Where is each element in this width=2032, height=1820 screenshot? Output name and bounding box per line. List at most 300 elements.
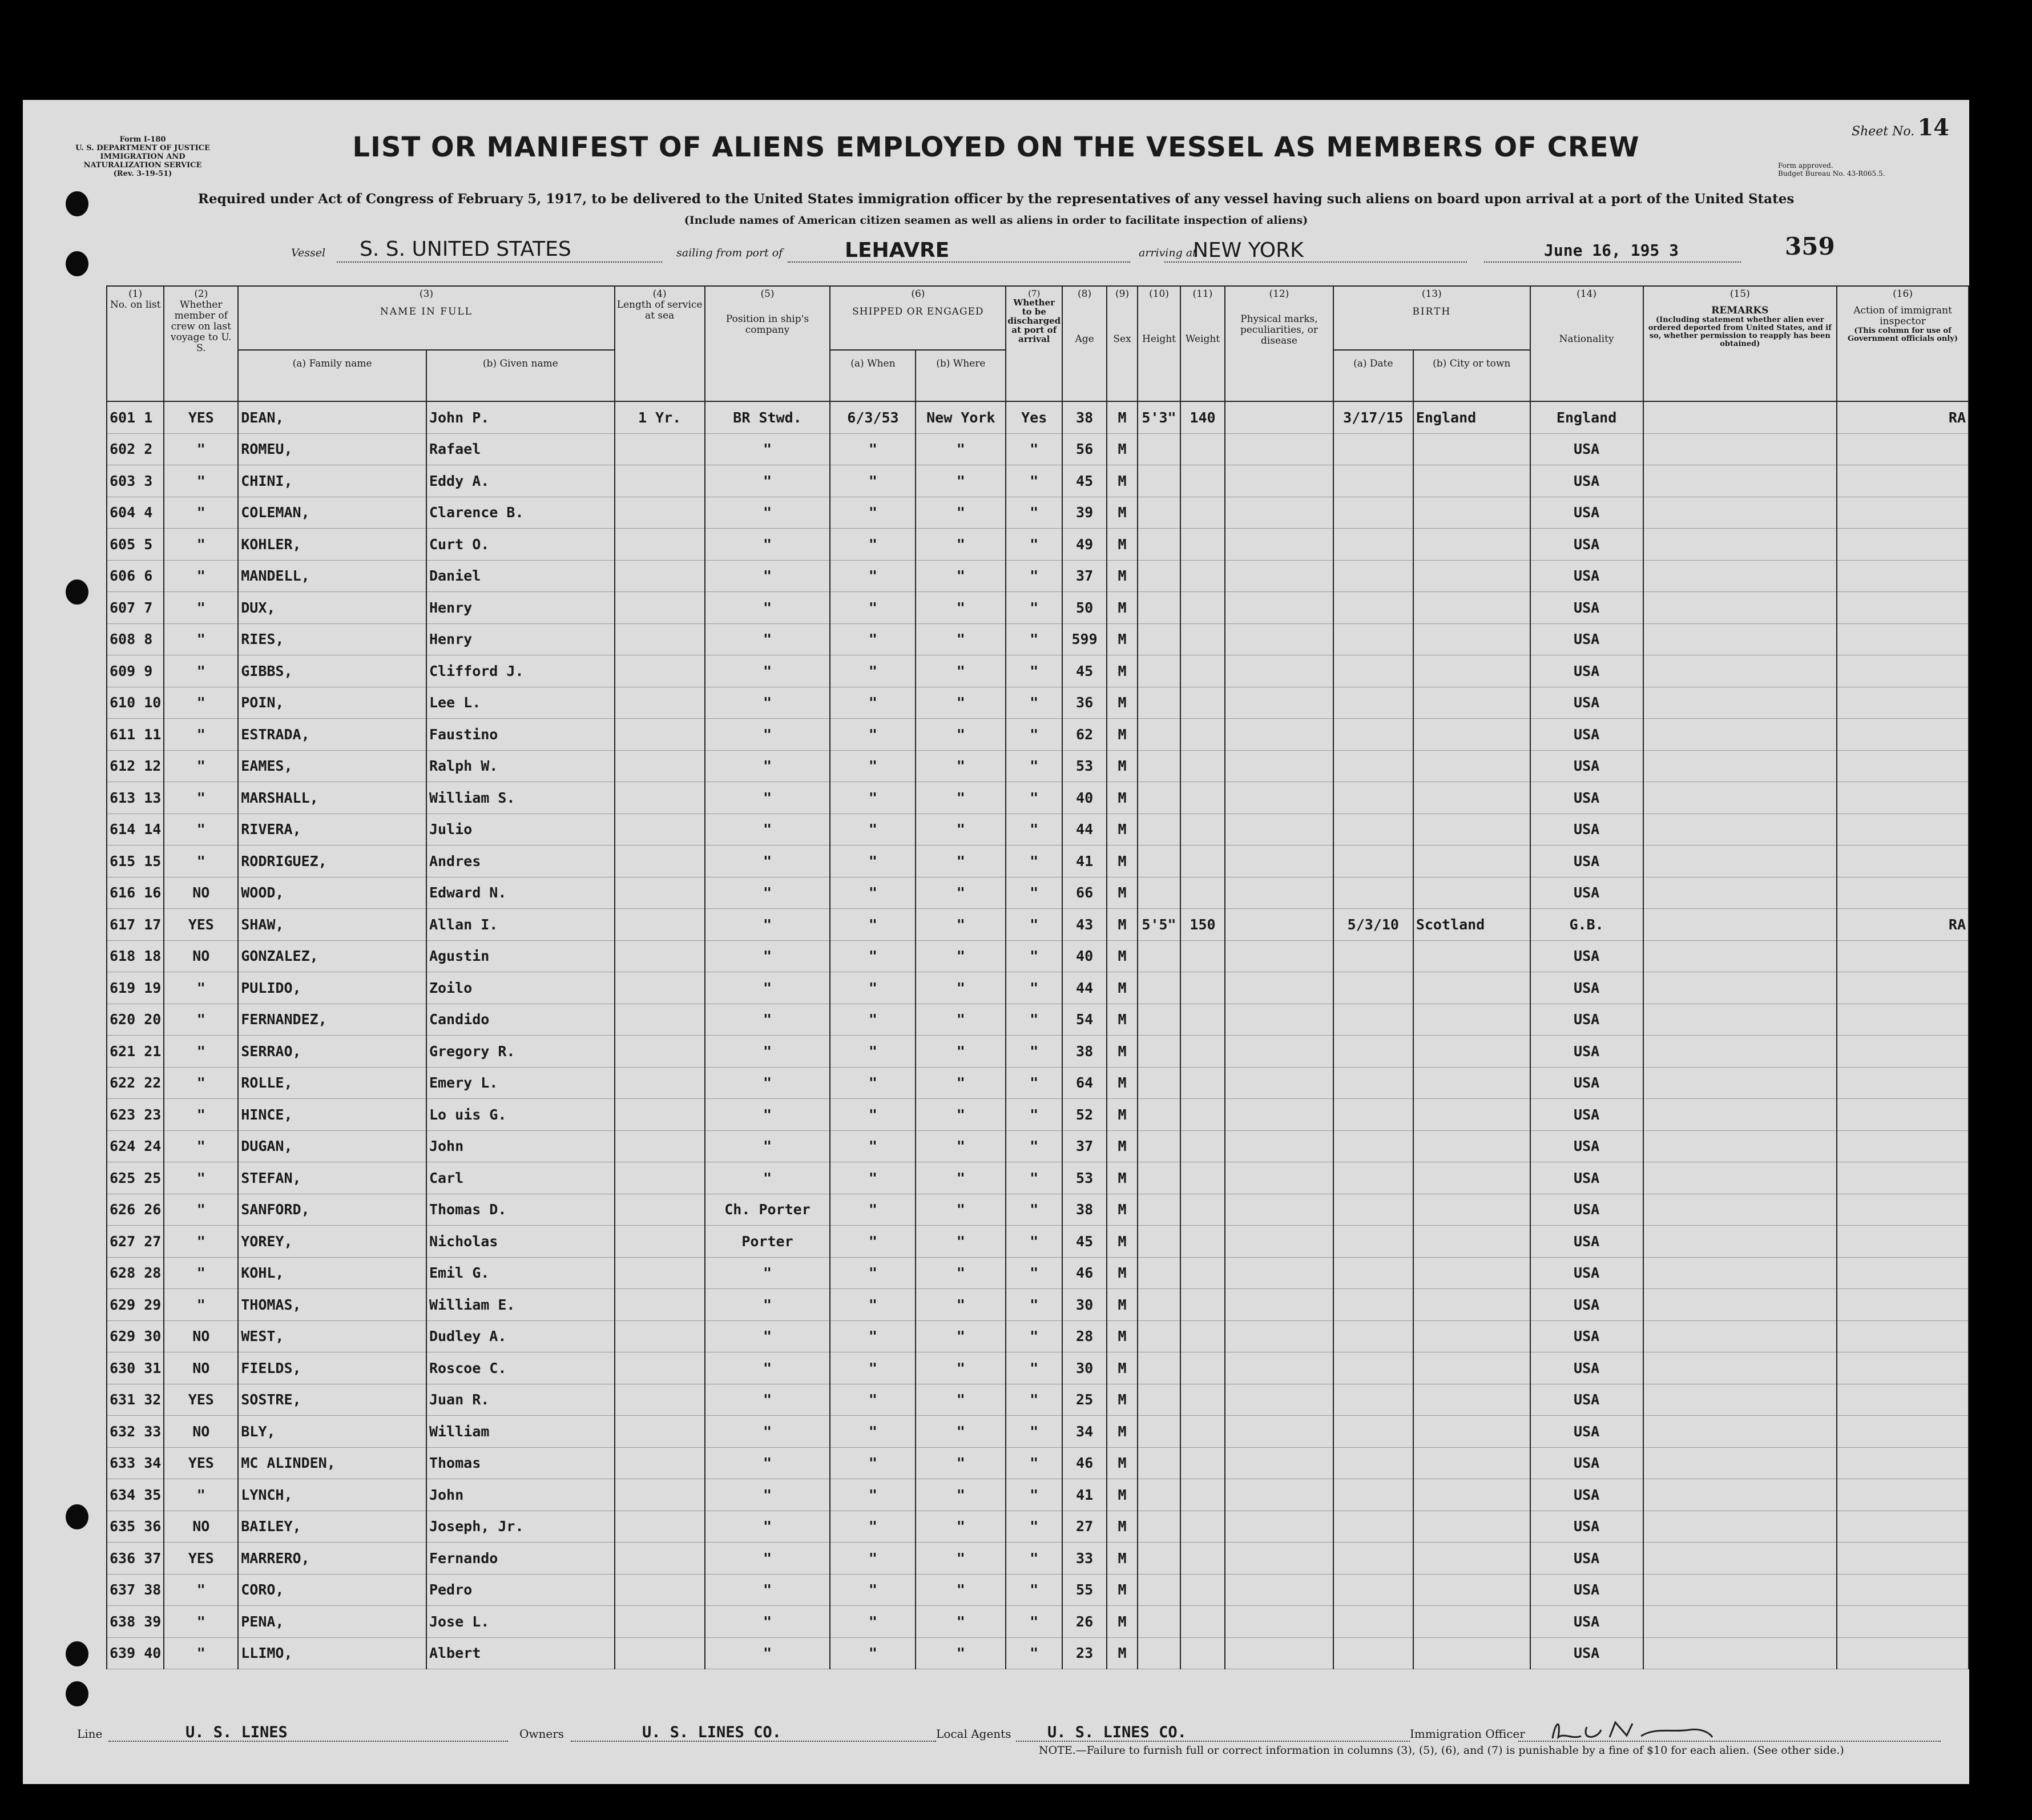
table-row [107,560,1969,592]
cell-age: 27 [1062,1511,1107,1543]
cell-position: " [705,592,830,624]
cell-family-name: MC ALINDEN, [238,1447,426,1479]
cell-shipped-where: " [916,687,1006,719]
cell-inspector-action [1837,1320,1969,1352]
cell-row-number: 601 1 [107,401,164,433]
cell-position: " [705,972,830,1004]
cell-row-number: 612 12 [107,750,164,782]
col-header-position: (5) Position in ship's company [705,286,830,401]
table-row [107,1257,1969,1289]
cell-physical-marks [1225,1416,1333,1448]
cell-nationality: USA [1530,845,1643,877]
cell-weight [1180,1543,1225,1575]
cell-shipped-where: " [916,1257,1006,1289]
cell-shipped-where: " [916,1130,1006,1162]
cell-family-name: BAILEY, [238,1511,426,1543]
cell-inspector-action [1837,1384,1969,1416]
cell-family-name: KOHL, [238,1257,426,1289]
cell-height [1138,1289,1180,1321]
cell-to-be-discharged: " [1006,1004,1062,1036]
cell-length-of-service [615,1194,705,1226]
owners-label: Owners [519,1727,565,1741]
cell-height [1138,1004,1180,1036]
cell-shipped-where: " [916,1004,1006,1036]
cell-given-name: Lo uis G. [426,1099,615,1131]
table-row [107,782,1969,814]
cell-physical-marks [1225,845,1333,877]
form-approval [1778,162,1885,178]
table-row [107,1511,1969,1543]
cell-given-name: Ralph W. [426,750,615,782]
cell-birth-date [1333,1637,1413,1669]
cell-nationality: USA [1530,1416,1643,1448]
cell-weight [1180,940,1225,972]
cell-previous-voyage: " [164,529,238,561]
cell-age: 30 [1062,1289,1107,1321]
cell-family-name: STEFAN, [238,1162,426,1194]
cell-previous-voyage: " [164,1226,238,1258]
table-row [107,1543,1969,1575]
cell-length-of-service [615,909,705,941]
cell-position: " [705,1036,830,1068]
cell-shipped-where: " [916,909,1006,941]
cell-row-number: 602 2 [107,433,164,465]
cell-remarks [1643,1036,1837,1068]
cell-shipped-when: " [830,1511,916,1543]
cell-height [1138,465,1180,497]
cell-to-be-discharged: " [1006,1543,1062,1575]
cell-sex: M [1107,1099,1138,1131]
cell-birth-date [1333,814,1413,845]
cell-sex: M [1107,909,1138,941]
cell-row-number: 626 26 [107,1194,164,1226]
cell-nationality: USA [1530,1194,1643,1226]
cell-shipped-when: " [830,1416,916,1448]
cell-to-be-discharged: " [1006,623,1062,655]
cell-physical-marks [1225,1511,1333,1543]
cell-birth-city [1413,1226,1530,1258]
cell-shipped-when: " [830,1320,916,1352]
cell-family-name: POIN, [238,687,426,719]
cell-birth-city [1413,1036,1530,1068]
cell-nationality: England [1530,401,1643,433]
cell-remarks [1643,782,1837,814]
table-row [107,529,1969,561]
cell-shipped-when: " [830,592,916,624]
cell-birth-city [1413,1574,1530,1606]
cell-birth-date [1333,1511,1413,1543]
cell-previous-voyage: " [164,1289,238,1321]
cell-previous-voyage: " [164,814,238,845]
cell-physical-marks [1225,1162,1333,1194]
cell-length-of-service [615,1574,705,1606]
col-header-weight: (11) Weight [1180,286,1225,401]
cell-physical-marks [1225,1479,1333,1511]
cell-to-be-discharged: " [1006,1194,1062,1226]
col-header-action: (16) Action of immigrant inspector (This column for use of Government officials only) [1837,286,1969,401]
cell-row-number: 636 37 [107,1543,164,1575]
cell-sex: M [1107,940,1138,972]
cell-nationality: G.B. [1530,909,1643,941]
cell-age: 43 [1062,909,1107,941]
cell-height [1138,1511,1180,1543]
cell-previous-voyage: " [164,1036,238,1068]
cell-shipped-where: " [916,1637,1006,1669]
cell-height [1138,1194,1180,1226]
cell-inspector-action [1837,687,1969,719]
table-row [107,1320,1969,1352]
cell-age: 34 [1062,1416,1107,1448]
sailing-label: sailing from port of [676,247,783,259]
cell-birth-date [1333,719,1413,751]
cell-age: 23 [1062,1637,1107,1669]
cell-birth-city [1413,1289,1530,1321]
cell-nationality: USA [1530,940,1643,972]
cell-shipped-where: " [916,560,1006,592]
cell-shipped-where: " [916,497,1006,529]
cell-shipped-when: " [830,497,916,529]
cell-shipped-when: " [830,1384,916,1416]
cell-birth-date [1333,972,1413,1004]
cell-shipped-where: " [916,1320,1006,1352]
cell-birth-city: England [1413,401,1530,433]
cell-nationality: USA [1530,1447,1643,1479]
cell-given-name: Joseph, Jr. [426,1511,615,1543]
cell-given-name: Zoilo [426,972,615,1004]
cell-row-number: 610 10 [107,687,164,719]
cell-row-number: 628 28 [107,1257,164,1289]
cell-shipped-when: " [830,1543,916,1575]
cell-family-name: GONZALEZ, [238,940,426,972]
cell-remarks [1643,1511,1837,1543]
cell-birth-date [1333,1574,1413,1606]
cell-birth-date [1333,940,1413,972]
cell-birth-date [1333,1416,1413,1448]
cell-height [1138,1130,1180,1162]
cell-inspector-action [1837,1036,1969,1068]
cell-height [1138,1099,1180,1131]
table-row [107,1194,1969,1226]
cell-shipped-where: " [916,1574,1006,1606]
cell-previous-voyage: " [164,433,238,465]
cell-previous-voyage: " [164,1162,238,1194]
cell-nationality: USA [1530,1099,1643,1131]
cell-physical-marks [1225,750,1333,782]
cell-birth-date [1333,1479,1413,1511]
cell-shipped-where: " [916,623,1006,655]
cell-given-name: Emery L. [426,1067,615,1099]
cell-to-be-discharged: " [1006,1226,1062,1258]
cell-row-number: 618 18 [107,940,164,972]
cell-length-of-service [615,1289,705,1321]
cell-previous-voyage: " [164,687,238,719]
cell-family-name: CORO, [238,1574,426,1606]
officer-signature [1541,1716,1724,1744]
cell-nationality: USA [1530,529,1643,561]
cell-family-name: SOSTRE, [238,1384,426,1416]
cell-sex: M [1107,655,1138,687]
cell-length-of-service [615,1162,705,1194]
cell-position: " [705,1257,830,1289]
cell-birth-city [1413,1416,1530,1448]
cell-birth-date [1333,1447,1413,1479]
cell-previous-voyage: YES [164,1543,238,1575]
table-row [107,1067,1969,1099]
cell-shipped-when: " [830,1637,916,1669]
table-row [107,1384,1969,1416]
cell-nationality: USA [1530,687,1643,719]
cell-inspector-action [1837,1416,1969,1448]
cell-row-number: 604 4 [107,497,164,529]
cell-sex: M [1107,1162,1138,1194]
cell-given-name: Lee L. [426,687,615,719]
cell-length-of-service [615,750,705,782]
cell-age: 41 [1062,845,1107,877]
cell-given-name: Jose L. [426,1606,615,1638]
cell-birth-date [1333,845,1413,877]
cell-shipped-where: " [916,1479,1006,1511]
cell-row-number: 617 17 [107,909,164,941]
cell-previous-voyage: " [164,782,238,814]
cell-inspector-action [1837,655,1969,687]
cell-given-name: Juan R. [426,1384,615,1416]
cell-position: " [705,465,830,497]
cell-length-of-service [615,1036,705,1068]
cell-to-be-discharged: " [1006,1447,1062,1479]
cell-physical-marks [1225,592,1333,624]
cell-inspector-action [1837,560,1969,592]
cell-nationality: USA [1530,655,1643,687]
cell-shipped-where: " [916,1162,1006,1194]
cell-shipped-where: " [916,1447,1006,1479]
table-row [107,1099,1969,1131]
cell-length-of-service [615,719,705,751]
cell-weight [1180,655,1225,687]
cell-family-name: ROLLE, [238,1067,426,1099]
cell-given-name: Andres [426,845,615,877]
cell-position: BR Stwd. [705,401,830,433]
cell-remarks [1643,1447,1837,1479]
cell-previous-voyage: " [164,560,238,592]
cell-shipped-when: " [830,655,916,687]
cell-birth-date [1333,1384,1413,1416]
cell-given-name: Rafael [426,433,615,465]
cell-weight [1180,719,1225,751]
cell-nationality: USA [1530,497,1643,529]
cell-age: 25 [1062,1384,1107,1416]
cell-birth-date [1333,1606,1413,1638]
cell-inspector-action [1837,877,1969,909]
cell-to-be-discharged: " [1006,1637,1062,1669]
cell-birth-city [1413,940,1530,972]
cell-nationality: USA [1530,1637,1643,1669]
punch-hole [66,1504,88,1529]
cell-inspector-action [1837,1226,1969,1258]
cell-position: " [705,433,830,465]
cell-previous-voyage: " [164,592,238,624]
cell-birth-city [1413,750,1530,782]
cell-physical-marks [1225,687,1333,719]
cell-shipped-where: " [916,1067,1006,1099]
cell-shipped-when: " [830,972,916,1004]
cell-to-be-discharged: " [1006,1099,1062,1131]
cell-age: 50 [1062,592,1107,624]
cell-shipped-where: " [916,940,1006,972]
cell-previous-voyage: " [164,719,238,751]
cell-height [1138,814,1180,845]
cell-family-name: DUX, [238,592,426,624]
cell-birth-city [1413,845,1530,877]
cell-position: " [705,1130,830,1162]
cell-previous-voyage: " [164,655,238,687]
cell-age: 64 [1062,1067,1107,1099]
cell-given-name: Candido [426,1004,615,1036]
cell-age: 37 [1062,1130,1107,1162]
cell-sex: M [1107,814,1138,845]
cell-to-be-discharged: " [1006,592,1062,624]
cell-physical-marks [1225,623,1333,655]
cell-remarks [1643,433,1837,465]
cell-weight [1180,1606,1225,1638]
cell-sex: M [1107,1574,1138,1606]
cell-previous-voyage: YES [164,1384,238,1416]
cell-position: " [705,1099,830,1131]
cell-remarks [1643,1606,1837,1638]
cell-inspector-action [1837,529,1969,561]
cell-remarks [1643,1289,1837,1321]
cell-nationality: USA [1530,1130,1643,1162]
cell-age: 40 [1062,782,1107,814]
punch-hole [66,579,88,605]
cell-to-be-discharged: " [1006,972,1062,1004]
cell-family-name: RODRIGUEZ, [238,845,426,877]
cell-to-be-discharged: " [1006,750,1062,782]
cell-age: 45 [1062,655,1107,687]
col-header-name: (3) NAME IN FULL [238,286,614,350]
cell-position: " [705,940,830,972]
cell-row-number: 615 15 [107,845,164,877]
cell-to-be-discharged: " [1006,560,1062,592]
cell-given-name: Clarence B. [426,497,615,529]
cell-length-of-service [615,1067,705,1099]
cell-weight [1180,1320,1225,1352]
cell-row-number: 633 34 [107,1447,164,1479]
cell-shipped-where: " [916,750,1006,782]
cell-age: 52 [1062,1099,1107,1131]
table-row [107,1036,1969,1068]
cell-given-name: John P. [426,401,615,433]
cell-position: " [705,1352,830,1384]
voyage-line [23,237,1969,268]
cell-remarks [1643,1226,1837,1258]
cell-weight [1180,1384,1225,1416]
cell-position: " [705,750,830,782]
cell-previous-voyage: NO [164,1320,238,1352]
cell-given-name: Allan I. [426,909,615,941]
cell-remarks [1643,529,1837,561]
table-row [107,750,1969,782]
cell-weight [1180,1130,1225,1162]
col-header-service: (4) Length of service at sea [615,286,705,401]
cell-inspector-action [1837,1289,1969,1321]
cell-position: " [705,1384,830,1416]
cell-to-be-discharged: " [1006,1162,1062,1194]
cell-shipped-when: " [830,1289,916,1321]
cell-physical-marks [1225,655,1333,687]
cell-length-of-service [615,1416,705,1448]
cell-previous-voyage: " [164,1574,238,1606]
cell-birth-city [1413,1479,1530,1511]
cell-birth-city [1413,1130,1530,1162]
sheet-number: 14 [1917,114,1949,141]
cell-previous-voyage: " [164,497,238,529]
cell-position: " [705,1416,830,1448]
cell-nationality: USA [1530,1004,1643,1036]
cell-given-name: William S. [426,782,615,814]
cell-length-of-service [615,845,705,877]
cell-position: " [705,909,830,941]
cell-shipped-where: " [916,845,1006,877]
cell-given-name: Clifford J. [426,655,615,687]
cell-weight [1180,1257,1225,1289]
cell-family-name: BLY, [238,1416,426,1448]
cell-weight [1180,1162,1225,1194]
cell-given-name: William [426,1416,615,1448]
cell-physical-marks [1225,433,1333,465]
cell-birth-date [1333,1067,1413,1099]
page-title: LIST OR MANIFEST OF ALIENS EMPLOYED ON THE VESSEL AS MEMBERS OF CREW [352,131,1640,163]
cell-height [1138,1162,1180,1194]
cell-weight [1180,877,1225,909]
sheet-label: Sheet No. [1852,124,1915,139]
cell-length-of-service [615,782,705,814]
cell-position: " [705,623,830,655]
cell-sex: M [1107,592,1138,624]
col-header-remarks: (15) REMARKS (Including statement whether alien ever ordered deported from United States, and if so, whether permission to reapply has been obtained) [1643,286,1837,401]
cell-length-of-service [615,433,705,465]
cell-age: 38 [1062,1036,1107,1068]
cell-height [1138,972,1180,1004]
cell-inspector-action [1837,1511,1969,1543]
cell-remarks [1643,1067,1837,1099]
cell-given-name: Albert [426,1637,615,1669]
table-row [107,465,1969,497]
cell-previous-voyage: " [164,1067,238,1099]
cell-physical-marks [1225,1352,1333,1384]
cell-family-name: DEAN, [238,401,426,433]
cell-weight: 140 [1180,401,1225,433]
cell-shipped-when: 6/3/53 [830,401,916,433]
cell-birth-city [1413,623,1530,655]
cell-nationality: USA [1530,1226,1643,1258]
budget-bureau-text: Budget Bureau No. 43-R065.5. [1778,170,1885,178]
cell-physical-marks [1225,1036,1333,1068]
cell-row-number: 629 29 [107,1289,164,1321]
col-header-where: (b) Where [916,350,1006,401]
cell-weight [1180,1194,1225,1226]
table-row [107,1574,1969,1606]
cell-to-be-discharged: " [1006,1320,1062,1352]
agents-label: Local Agents [936,1727,1011,1741]
punch-hole [66,1641,88,1666]
cell-height: 5'3" [1138,401,1180,433]
cell-position: " [705,1511,830,1543]
cell-shipped-where: " [916,877,1006,909]
cell-nationality: USA [1530,1289,1643,1321]
cell-physical-marks [1225,1320,1333,1352]
cell-physical-marks [1225,1226,1333,1258]
cell-sex: M [1107,1606,1138,1638]
